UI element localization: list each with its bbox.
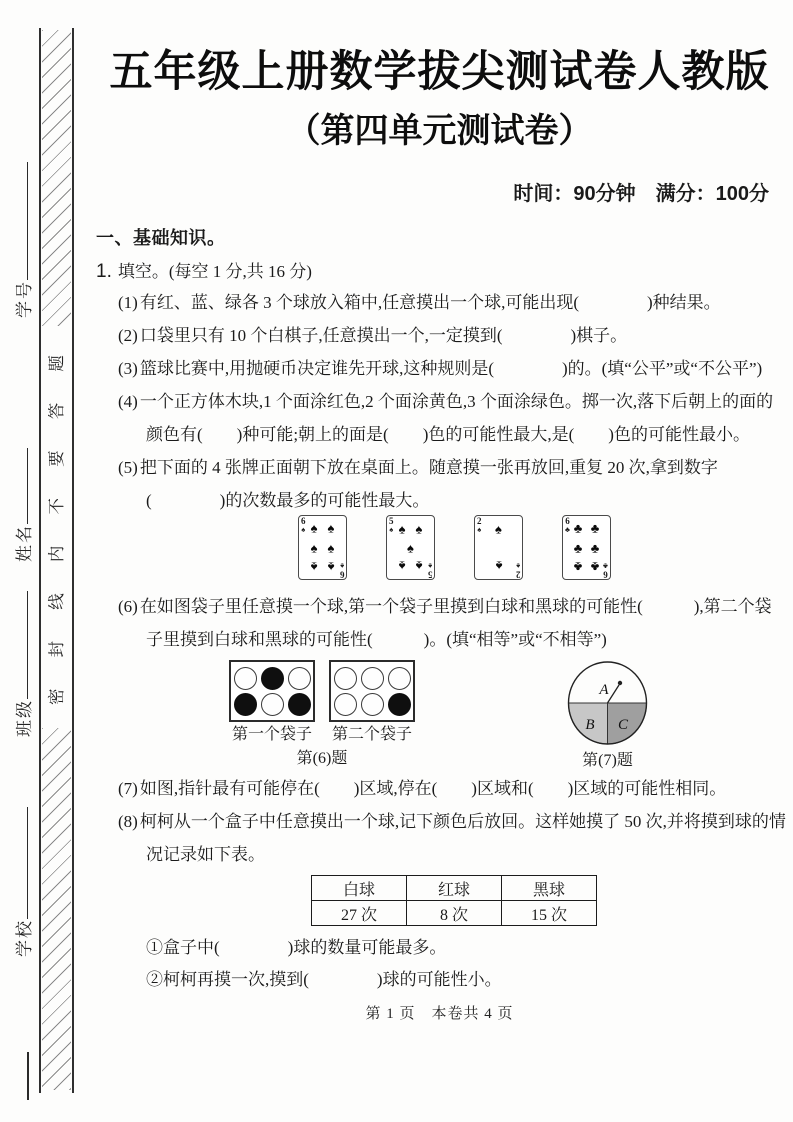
bag-2-label: 第二个袋子: [331, 726, 412, 743]
card-corner-index: 2 ♠: [515, 561, 520, 579]
ball: [288, 667, 311, 690]
spade-icon: ♠: [477, 525, 482, 534]
blank-item-4: [96, 385, 786, 451]
table-value-cell: 15 次: [502, 901, 597, 926]
spade-icon: ♠: [327, 559, 335, 575]
table-header-cell: 白球: [312, 876, 407, 901]
card-corner-index: 6 ♣: [565, 516, 570, 534]
card-corner-index: 6 ♣: [603, 561, 608, 579]
table-value-cell: 8 次: [407, 901, 502, 926]
question-1-number: 1.: [96, 261, 112, 282]
item-number: (2): [118, 326, 138, 345]
club-icon: ♣: [573, 559, 583, 575]
table-value-row: [312, 901, 597, 926]
sub-item-number: ①: [146, 938, 163, 957]
playing-cards-figure: [298, 515, 783, 580]
blank-item-8: [96, 805, 786, 871]
ball: [261, 693, 284, 716]
sub-item-text: 盒子中( )球的数量可能最多。: [163, 938, 447, 957]
class-field: [10, 591, 35, 737]
blank-item-5: [96, 451, 786, 517]
item-number: (6): [118, 597, 138, 616]
item-number: (8): [118, 812, 138, 831]
card-5-of-spades: [386, 515, 435, 580]
ball: [334, 667, 357, 690]
item-number: (7): [118, 779, 138, 798]
item-number: (4): [118, 392, 138, 411]
ball: [361, 667, 384, 690]
school-label: 学校: [15, 919, 34, 957]
student-number-label: 学号: [15, 280, 34, 318]
spade-icon: ♠: [427, 561, 432, 570]
question-6-figure-caption: 第(6)题: [296, 750, 348, 767]
item-number: (5): [118, 458, 138, 477]
item-text: 把下面的 4 张牌正面朝下放在桌面上。随意摸一张再放回,重复 20 次,拿到数字( )的次数最多的可能性最大。: [139, 458, 718, 510]
seal-text: 密 封 线 内 不 要 答 题: [47, 355, 66, 705]
ball: [261, 667, 284, 690]
sub-item-text: 柯柯再摸一次,摸到( )球的可能性小。: [163, 970, 502, 989]
spade-icon: ♠: [327, 540, 335, 555]
item-number: (3): [118, 359, 138, 378]
spade-icon: ♠: [495, 558, 502, 574]
sub-item-2: [96, 964, 786, 996]
ball-record-table: [311, 875, 597, 926]
ball: [234, 667, 257, 690]
seal-line-outer: [72, 28, 74, 1093]
spade-icon: ♠: [389, 525, 394, 534]
paper-body: [96, 0, 786, 1023]
exam-time-score-info: 时间：90分钟 满分：100分: [513, 183, 769, 205]
item-number: (1): [118, 293, 138, 312]
student-number-field: [10, 162, 35, 318]
sector-c-label: C: [617, 717, 629, 733]
table-header-row: [312, 876, 597, 901]
table-header-cell: 红球: [407, 876, 502, 901]
spade-icon: ♠: [495, 521, 502, 537]
card-corner-index: 5 ♠: [389, 516, 394, 534]
table-header-cell: 黑球: [502, 876, 597, 901]
club-icon: ♣: [590, 520, 600, 536]
ball: [361, 693, 384, 716]
student-name-label: 姓名: [15, 524, 34, 562]
ball: [334, 693, 357, 716]
card-corner-index: 5 ♠: [427, 561, 432, 579]
table-value-cell: 27 次: [312, 901, 407, 926]
card-6-of-clubs: [562, 515, 611, 580]
spinner-pointer-tip: [618, 681, 622, 685]
question-6-7-figures: [96, 660, 783, 772]
item-text: 在如图袋子里任意摸一个球,第一个袋子里摸到白球和黑球的可能性( ),第二个袋子里摸到白球和黑球的可能性( )。(填“相等”或“不相等”): [139, 597, 772, 649]
spade-icon: ♠: [310, 540, 318, 555]
club-icon: ♣: [565, 525, 570, 534]
bag-2-figure: [329, 660, 415, 722]
question-7-figure-caption: 第(7)题: [582, 752, 633, 769]
item-text: 口袋里只有 10 个白棋子,任意摸出一个,一定摸到( )棋子。: [139, 326, 628, 345]
spinner-pointer: [608, 685, 620, 703]
club-icon: ♣: [573, 540, 583, 555]
hatch-band-bottom: [42, 728, 71, 1090]
ball: [388, 693, 411, 716]
club-icon: ♣: [573, 520, 583, 536]
bag-1-label: 第一个袋子: [231, 726, 312, 743]
sector-b-label: B: [585, 717, 595, 733]
club-icon: ♣: [590, 540, 600, 555]
spade-icon: ♠: [398, 558, 406, 574]
student-name-blank-line: [23, 448, 28, 524]
spade-icon: ♠: [310, 520, 318, 536]
item-text: 一个正方体木块,1 个面涂红色,2 个面涂黄色,3 个面涂绿色。掷一次,落下后朝上的面的颜色有( )种可能;朝上的面是( )色的可能性最大,是( )色的可能性最小。: [139, 392, 774, 444]
sub-item-number: ②: [146, 970, 163, 989]
hatch-band-top: [42, 30, 71, 326]
question-1-heading: [96, 260, 783, 284]
page-subtitle: （第四单元测试卷）: [286, 112, 593, 150]
sub-item-1: [96, 932, 786, 964]
blank-line-segment: [27, 1052, 29, 1100]
item-text: 柯柯从一个盒子中任意摸出一个球,记下颜色后放回。这样她摸了 50 次,并将摸到球的情况记录如下表。: [139, 812, 786, 864]
club-icon: ♣: [590, 559, 600, 575]
student-name-field: [10, 448, 35, 562]
question-1-title: 填空。(每空 1 分,共 16 分): [117, 262, 312, 281]
spade-icon: ♠: [310, 559, 318, 575]
page-footer: 第 1 页 本卷共 4 页: [365, 1006, 514, 1022]
spinner-figure: [560, 657, 655, 749]
school-field: [10, 807, 35, 957]
class-label: 班级: [15, 699, 34, 737]
spade-icon: ♠: [415, 521, 423, 537]
seal-line-inner: [39, 28, 41, 1093]
bag-1-figure: [229, 660, 315, 722]
card-corner-index: 6 ♠: [301, 516, 306, 534]
page-title: 五年级上册数学拔尖测试卷人教版: [109, 48, 770, 96]
spade-icon: ♠: [515, 561, 520, 570]
club-icon: ♣: [603, 561, 608, 570]
blank-item-2: [96, 319, 786, 352]
spade-icon: ♠: [398, 521, 406, 537]
ball: [234, 693, 257, 716]
spade-icon: ♠: [301, 525, 306, 534]
spade-icon: ♠: [415, 558, 423, 574]
card-2-of-spades: [474, 515, 523, 580]
sector-a-label: A: [599, 682, 609, 698]
student-number-blank-line: [23, 162, 28, 280]
class-blank-line: [23, 591, 28, 699]
section-one-heading: 一、基础知识。: [96, 228, 226, 248]
school-blank-line: [23, 807, 28, 919]
spade-icon: ♠: [327, 520, 335, 536]
card-corner-index: 6 ♠: [339, 561, 344, 579]
spade-icon: ♠: [407, 540, 414, 555]
ball: [288, 693, 311, 716]
item-text: 如图,指针最有可能停在( )区域,停在( )区域和( )区域的可能性相同。: [139, 779, 727, 798]
spade-icon: ♠: [339, 561, 344, 570]
item-text: 篮球比赛中,用抛硬币决定谁先开球,这种规则是( )的。(填“公平”或“不公平”): [139, 359, 763, 378]
blank-item-7: [96, 772, 786, 805]
blank-item-3: [96, 352, 786, 385]
blank-item-6: [96, 590, 786, 656]
ball: [388, 667, 411, 690]
item-text: 有红、蓝、绿各 3 个球放入箱中,任意摸出一个球,可能出现( )种结果。: [139, 293, 721, 312]
card-corner-index: 2 ♠: [477, 516, 482, 534]
blank-item-1: [96, 286, 786, 319]
card-6-of-spades: [298, 515, 347, 580]
